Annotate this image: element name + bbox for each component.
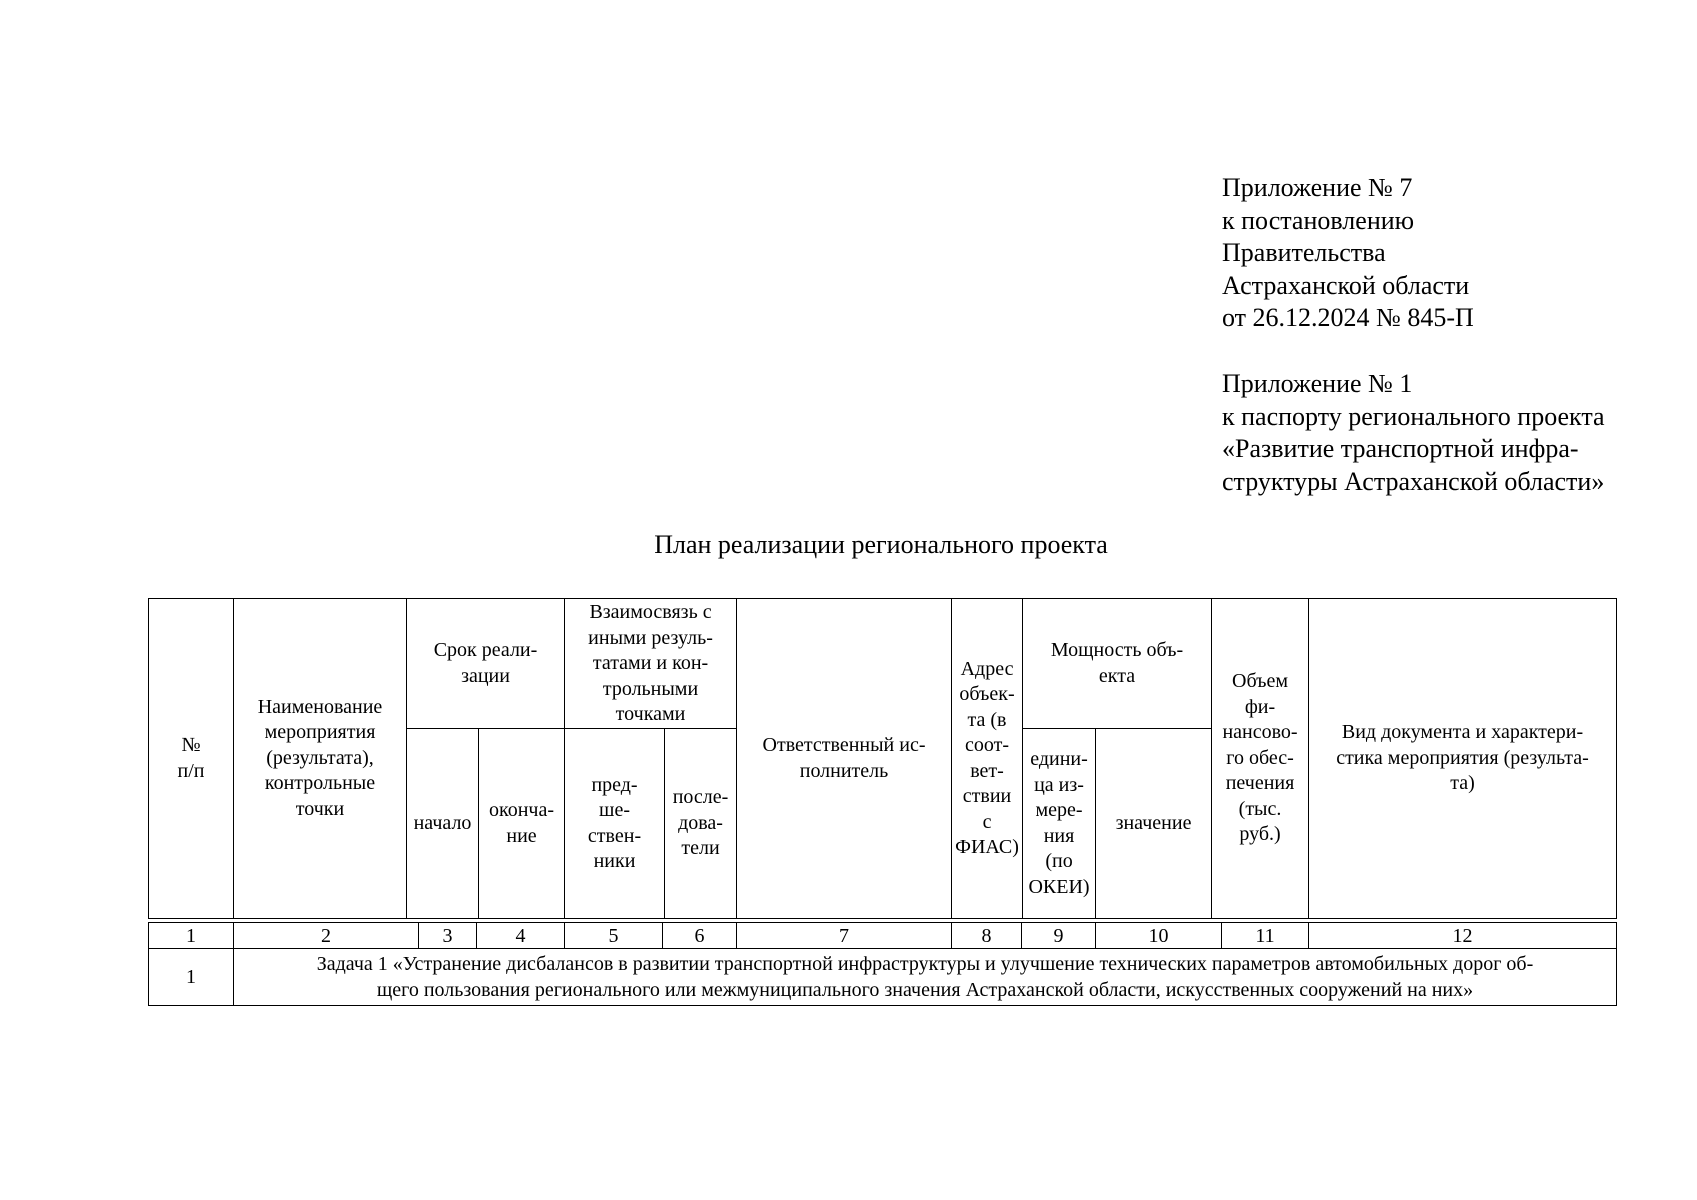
header-cell-name-line: мероприятия xyxy=(264,721,376,744)
appendix-1-line: к паспорту регионального проекта xyxy=(1222,401,1605,431)
header-cell-term-start-line: начало xyxy=(413,811,472,834)
header-cell-address-line: Адрес xyxy=(960,657,1014,680)
column-number: 9 xyxy=(1022,923,1096,949)
appendix-7-line: от 26.12.2024 № 845-П xyxy=(1222,303,1474,332)
table-row xyxy=(149,949,1617,1006)
header-cell-address-line: та (в xyxy=(967,708,1007,731)
header-cell-relation-line: трольными xyxy=(602,677,699,700)
header-cell-num-line: п/п xyxy=(177,759,205,782)
header-cell-volume-line: печения xyxy=(1225,772,1295,795)
column-number: 12 xyxy=(1309,923,1617,949)
column-number: 6 xyxy=(663,923,737,949)
header-cell-volume-line: фи- xyxy=(1244,695,1276,718)
header-cell-predecessors-line: пред- xyxy=(591,773,638,796)
appendix-1-block xyxy=(1222,368,1605,498)
column-number: 2 xyxy=(234,923,419,949)
header-cell-unit-line: едини- xyxy=(1030,748,1088,770)
row-number: 1 xyxy=(149,949,234,1006)
header-cell-volume-line: го обес- xyxy=(1226,746,1294,769)
header-cell-predecessors-line: ники xyxy=(593,850,636,872)
column-number: 5 xyxy=(565,923,663,949)
task-text-line: Задача 1 «Устранение дисбалансов в развитии транспортной инфраструктуры и улучшение технических параметров автомобильных дорог об- xyxy=(316,953,1534,975)
header-cell-unit-line: мере- xyxy=(1035,799,1083,821)
header-cell-executor-line: полнитель xyxy=(799,759,889,782)
plan-title: План реализации регионального проекта xyxy=(654,530,1108,559)
header-cell-name-line: точки xyxy=(295,797,345,820)
header-cell-term-line: зации xyxy=(461,664,510,687)
task-text-line: щего пользования регионального или межмуниципального значения Астраханской области, искусственных сооружений на них» xyxy=(376,979,1474,1001)
header-cell-relation-line: Взаимосвязь с xyxy=(589,601,712,623)
appendix-1-line: структуры Астраханской области» xyxy=(1222,466,1605,496)
header-cell-unit-line: ния xyxy=(1043,824,1075,847)
header-cell-address-line: с xyxy=(982,810,992,833)
header-cell-volume-line: (тыс. xyxy=(1238,797,1282,820)
header-cell-doc-type-line: Вид документа и характери- xyxy=(1341,721,1584,744)
column-number: 11 xyxy=(1222,923,1309,949)
header-cell-doc-type-line: та) xyxy=(1450,772,1475,795)
appendix-7-line: Астраханской области xyxy=(1222,270,1470,300)
header-cell-doc-type-line: стика мероприятия (результа- xyxy=(1336,746,1589,769)
header-cell-term-start xyxy=(407,729,479,919)
appendix-7-block xyxy=(1222,172,1474,335)
header-cell-predecessors xyxy=(565,729,665,919)
header-cell-volume-line: руб.) xyxy=(1239,823,1281,846)
header-cell-unit xyxy=(1023,729,1096,919)
header-cell-name-line: (результата), xyxy=(266,746,374,769)
appendix-7-line: Приложение № 7 xyxy=(1222,173,1413,202)
header-cell-value-line: значение xyxy=(1115,811,1192,834)
header-cell-successors-line: дова- xyxy=(678,811,723,834)
column-number: 8 xyxy=(952,923,1022,949)
header-cell-unit-line: ОКЕИ) xyxy=(1028,875,1090,898)
appendix-7-line: к постановлению xyxy=(1222,205,1415,235)
header-cell-term-end-line: оконча- xyxy=(489,799,554,821)
header-cell-relation xyxy=(565,599,737,729)
header-cell-capacity-line: екта xyxy=(1098,664,1136,687)
header-cell-name-line: Наименование xyxy=(257,695,383,718)
plan-table-header xyxy=(148,598,1617,919)
header-cell-term-end-line: ние xyxy=(506,824,537,847)
column-number: 10 xyxy=(1096,923,1222,949)
header-cell-capacity xyxy=(1023,599,1212,729)
header-cell-address-line: вет- xyxy=(970,759,1004,782)
header-cell-num-line: № xyxy=(181,734,201,756)
header-cell-address xyxy=(952,599,1023,919)
appendix-1-line: «Развитие транспортной инфра- xyxy=(1222,434,1579,463)
appendix-1-line: Приложение № 1 xyxy=(1222,369,1413,398)
header-cell-predecessors-line: ше- xyxy=(599,799,630,821)
header-cell-successors-line: тели xyxy=(681,837,720,860)
column-number: 4 xyxy=(477,923,565,949)
column-number: 1 xyxy=(149,923,234,949)
appendix-7-line: Правительства xyxy=(1222,238,1386,267)
header-cell-name-line: контрольные xyxy=(264,772,376,795)
header-cell-term-line: Срок реали- xyxy=(433,639,538,661)
header-cell-relation-line: иными резуль- xyxy=(588,626,713,649)
header-cell-term xyxy=(407,599,565,729)
header-cell-address-line: объек- xyxy=(959,683,1015,705)
header-cell-successors xyxy=(665,729,737,919)
header-cell-relation-line: татами и кон- xyxy=(592,652,709,674)
header-cell-predecessors-line: ствен- xyxy=(587,824,642,847)
header-cell-executor-line: Ответственный ис- xyxy=(762,734,926,756)
header-cell-name xyxy=(234,599,407,919)
column-number: 7 xyxy=(737,923,952,949)
header-cell-volume-line: нансово- xyxy=(1222,721,1298,744)
header-cell-value xyxy=(1096,729,1212,919)
header-cell-capacity-line: Мощность объ- xyxy=(1050,639,1184,661)
header-cell-executor xyxy=(737,599,952,919)
header-cell-term-end xyxy=(479,729,565,919)
header-cell-num xyxy=(149,599,234,919)
header-cell-unit-line: ца из- xyxy=(1034,773,1084,796)
column-number: 3 xyxy=(419,923,477,949)
task-text xyxy=(234,949,1617,1006)
header-cell-unit-line: (по xyxy=(1045,850,1073,872)
header-cell-successors-line: после- xyxy=(672,786,729,809)
header-cell-address-line: соот- xyxy=(965,734,1010,756)
header-cell-address-line: ФИАС) xyxy=(955,836,1019,858)
plan-table-body xyxy=(148,922,1617,1006)
header-cell-doc-type xyxy=(1309,599,1617,919)
header-cell-relation-line: точками xyxy=(615,703,686,725)
header-cell-volume xyxy=(1212,599,1309,919)
header-cell-volume-line: Объем xyxy=(1232,670,1289,693)
header-cell-address-line: ствии xyxy=(962,785,1012,807)
